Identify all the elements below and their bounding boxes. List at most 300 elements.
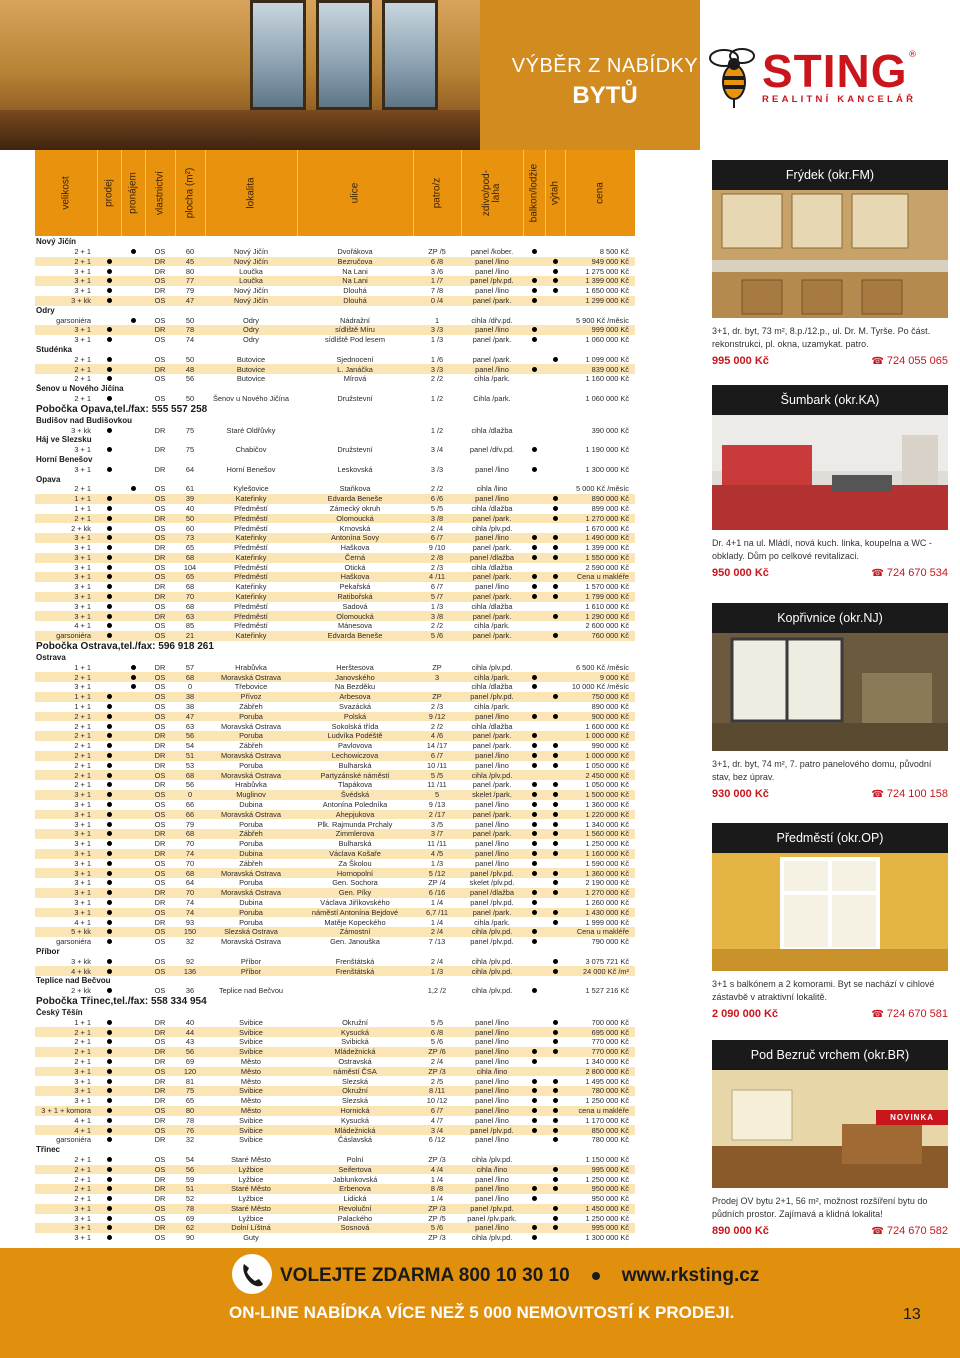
cell-balcony xyxy=(523,770,545,780)
cell-floor: 6 /12 xyxy=(413,1135,461,1145)
cell-rent xyxy=(121,829,145,839)
cell-lift xyxy=(545,315,565,325)
bullet-icon xyxy=(532,831,537,836)
cell-sale xyxy=(97,1018,121,1028)
cell-floor: ZP /5 xyxy=(413,247,461,257)
cell-size: 3 + 1 xyxy=(35,563,97,573)
cell-size: 1 + 1 xyxy=(35,692,97,702)
cell-sale xyxy=(97,751,121,761)
cell-price: 1 340 000 Kč xyxy=(565,1057,635,1067)
cell-rent xyxy=(121,1135,145,1145)
card-phone[interactable] xyxy=(871,788,948,800)
cell-sale xyxy=(97,504,121,514)
bullet-icon xyxy=(107,376,112,381)
cell-locality: Butovice xyxy=(205,355,297,365)
cell-rent xyxy=(121,1047,145,1057)
cell-rent xyxy=(121,868,145,878)
cell-area: 45 xyxy=(175,257,205,267)
cell-rent xyxy=(121,1037,145,1047)
cell-area: 64 xyxy=(175,465,205,475)
cell-price: 1 170 000 Kč xyxy=(565,1116,635,1126)
cell-sale xyxy=(97,868,121,878)
bullet-icon xyxy=(107,428,112,433)
cell-lift xyxy=(545,927,565,937)
cell-size: 3 + 1 xyxy=(35,859,97,869)
cell-street: náměstí ČSA xyxy=(297,1067,413,1077)
cell-balcony xyxy=(523,296,545,306)
cell-street: Václava Košaře xyxy=(297,849,413,859)
cell-lift xyxy=(545,1204,565,1214)
cell-material: cihla /plv.pd. xyxy=(461,1155,523,1165)
cell-price: 780 000 Kč xyxy=(565,1135,635,1145)
cell-material: cihla /dlažba xyxy=(461,563,523,573)
cell-locality: Staré Oldřůvky xyxy=(205,425,297,435)
cell-balcony xyxy=(523,908,545,918)
cell-lift xyxy=(545,966,565,976)
cell-street: Ahepjukova xyxy=(297,810,413,820)
cell-material: panel /park. xyxy=(461,631,523,641)
cell-ownership: DR xyxy=(145,445,175,455)
cell-area: 80 xyxy=(175,1106,205,1116)
cell-sale xyxy=(97,761,121,771)
bullet-icon xyxy=(532,1049,537,1054)
cell-sale xyxy=(97,1086,121,1096)
cell-locality: Moravská Ostrava xyxy=(205,810,297,820)
cell-floor: 4 /6 xyxy=(413,731,461,741)
bullet-icon xyxy=(553,753,558,758)
cell-balcony xyxy=(523,1204,545,1214)
cell-street: Okružní xyxy=(297,1086,413,1096)
bullet-icon xyxy=(553,516,558,521)
cell-street: Sadová xyxy=(297,602,413,612)
cell-area: 70 xyxy=(175,888,205,898)
cell-price: 770 000 Kč xyxy=(565,1047,635,1057)
featured-card[interactable] xyxy=(712,385,948,579)
table-row xyxy=(35,1086,635,1096)
cell-lift xyxy=(545,917,565,927)
cell-area: 68 xyxy=(175,770,205,780)
cell-size: 2 + 1 xyxy=(35,1155,97,1165)
cell-balcony xyxy=(523,780,545,790)
cell-lift xyxy=(545,1067,565,1077)
cell-material: cihla /dlažba xyxy=(461,682,523,692)
bullet-icon xyxy=(107,871,112,876)
cell-sale xyxy=(97,888,121,898)
cell-ownership: OS xyxy=(145,572,175,582)
cell-floor: 3 /4 xyxy=(413,445,461,455)
cell-ownership: DR xyxy=(145,1047,175,1057)
column-separator xyxy=(297,150,298,236)
section-heading: Horní Benešov xyxy=(35,455,635,465)
cell-price: 950 000 Kč xyxy=(565,1194,635,1204)
cell-price: 1 160 000 Kč xyxy=(565,374,635,384)
featured-card[interactable] xyxy=(712,603,948,800)
column-header xyxy=(347,150,363,236)
section-heading: Studénka xyxy=(35,345,635,355)
cell-size: 3 + 1 xyxy=(35,611,97,621)
cell-floor: 1 /7 xyxy=(413,276,461,286)
table-row xyxy=(35,966,635,976)
cell-area: 38 xyxy=(175,702,205,712)
cell-material: panel /plv.park. xyxy=(461,1214,523,1224)
cell-rent xyxy=(121,286,145,296)
cell-rent xyxy=(121,364,145,374)
cell-sale xyxy=(97,611,121,621)
cell-balcony xyxy=(523,927,545,937)
cell-price: 1 399 000 Kč xyxy=(565,276,635,286)
footer xyxy=(0,1248,960,1358)
bullet-icon xyxy=(532,792,537,797)
section-heading: Český Těšín xyxy=(35,1008,635,1018)
cell-lift xyxy=(545,592,565,602)
bullet-icon xyxy=(553,269,558,274)
cell-lift xyxy=(545,1057,565,1067)
section-heading: Háj ve Slezsku xyxy=(35,435,635,445)
card-phone[interactable] xyxy=(871,1008,948,1020)
cell-ownership: OS xyxy=(145,800,175,810)
cell-rent xyxy=(121,663,145,673)
cell-ownership: OS xyxy=(145,712,175,722)
cell-lift xyxy=(545,543,565,553)
cell-rent xyxy=(121,335,145,345)
cell-area: 78 xyxy=(175,325,205,335)
logo xyxy=(700,0,960,150)
cell-balcony xyxy=(523,563,545,573)
table-row xyxy=(35,1106,635,1116)
cell-price: 1 300 000 Kč xyxy=(565,465,635,475)
cell-rent xyxy=(121,957,145,967)
cell-price: 790 000 Kč xyxy=(565,937,635,947)
bullet-icon xyxy=(553,743,558,748)
cell-ownership: OS xyxy=(145,1155,175,1165)
cell-locality: Kateřinky xyxy=(205,631,297,641)
cell-rent xyxy=(121,731,145,741)
bullet-icon xyxy=(532,733,537,738)
cell-material: panel /plv.pd. xyxy=(461,1125,523,1135)
cell-price: 2 450 000 Kč xyxy=(565,770,635,780)
cell-size: 3 + 1 xyxy=(35,1076,97,1086)
cell-lift xyxy=(545,741,565,751)
table-row xyxy=(35,927,635,937)
cell-sale xyxy=(97,917,121,927)
cell-sale xyxy=(97,425,121,435)
cell-size: 3 + 1 xyxy=(35,908,97,918)
cell-material: skelet /plv.pd. xyxy=(461,878,523,888)
bullet-icon xyxy=(107,1216,112,1221)
bullet-icon xyxy=(532,555,537,560)
cell-floor: 1 /3 xyxy=(413,859,461,869)
cell-locality: Poruba xyxy=(205,731,297,741)
bullet-icon xyxy=(107,822,112,827)
cell-price: 1 590 000 Kč xyxy=(565,859,635,869)
card-description: Prodej OV bytu 2+1, 56 m², možnost rozšíření bytu do půdních prostor. Zajímavá a klidná lokalita! xyxy=(712,1196,928,1219)
table-row xyxy=(35,1174,635,1184)
cell-balcony xyxy=(523,1174,545,1184)
bullet-icon xyxy=(107,969,112,974)
cell-material: panel /park. xyxy=(461,731,523,741)
cell-street: Za Školou xyxy=(297,859,413,869)
bullet-icon xyxy=(553,890,558,895)
cell-balcony xyxy=(523,1184,545,1194)
cell-material: panel /park. xyxy=(461,543,523,553)
cell-locality: Město xyxy=(205,1057,297,1067)
cell-balcony xyxy=(523,286,545,296)
cell-locality: Předměstí xyxy=(205,543,297,553)
cell-price: 1 560 000 Kč xyxy=(565,829,635,839)
cell-ownership: OS xyxy=(145,1233,175,1243)
listing-table xyxy=(35,237,635,1243)
cell-rent xyxy=(121,692,145,702)
cell-balcony xyxy=(523,514,545,524)
cell-street: Kysucká xyxy=(297,1116,413,1126)
cell-rent xyxy=(121,780,145,790)
cell-floor: ZP /3 xyxy=(413,1233,461,1243)
cell-sale xyxy=(97,266,121,276)
cell-street: Gen. Píky xyxy=(297,888,413,898)
cell-area: 56 xyxy=(175,374,205,384)
section-heading: Budišov nad Budišovkou xyxy=(35,416,635,426)
cell-balcony xyxy=(523,465,545,475)
cell-balcony xyxy=(523,523,545,533)
cell-ownership: DR xyxy=(145,1184,175,1194)
cell-floor: 2 /2 xyxy=(413,721,461,731)
cell-material: cihla /dlažba xyxy=(461,425,523,435)
cell-locality: Svibice xyxy=(205,1116,297,1126)
cell-price: 1 000 000 Kč xyxy=(565,751,635,761)
cell-sale xyxy=(97,1233,121,1243)
cell-ownership: OS xyxy=(145,819,175,829)
bullet-icon xyxy=(553,1216,558,1221)
cell-lift xyxy=(545,859,565,869)
cell-locality: Předměstí xyxy=(205,504,297,514)
bullet-icon xyxy=(107,594,112,599)
cell-floor: 7 /8 xyxy=(413,286,461,296)
cell-floor: ZP xyxy=(413,692,461,702)
website-link[interactable]: www.rksting.cz xyxy=(621,1265,760,1286)
cell-lift xyxy=(545,286,565,296)
cell-size: 3 + 1 xyxy=(35,1214,97,1224)
cell-size: 3 + 1 xyxy=(35,325,97,335)
cell-locality: Svibice xyxy=(205,1047,297,1057)
table-row xyxy=(35,1233,635,1243)
bullet-icon xyxy=(553,1186,558,1191)
cell-sale xyxy=(97,563,121,573)
cell-floor: 9 /12 xyxy=(413,712,461,722)
card-phone[interactable] xyxy=(871,567,948,579)
cell-sale xyxy=(97,355,121,365)
cell-size: 2 + 1 xyxy=(35,1194,97,1204)
cell-street: Haškova xyxy=(297,543,413,553)
bullet-icon xyxy=(553,288,558,293)
cell-street: Na Lani xyxy=(297,276,413,286)
bullet-icon xyxy=(107,447,112,452)
cell-floor: 5 /5 xyxy=(413,504,461,514)
cell-street: Otická xyxy=(297,563,413,573)
column-header xyxy=(125,150,141,236)
cell-price: 1 340 000 Kč xyxy=(565,819,635,829)
card-description: 3+1, dr. byt, 73 m², 8.p./12.p., ul. Dr. M. Tyrše. Po část. rekonstrukci, pl. okna, uzamykat. patro. xyxy=(712,326,931,349)
cell-area: 65 xyxy=(175,1096,205,1106)
cell-balcony xyxy=(523,721,545,731)
column-header xyxy=(547,150,563,236)
cell-street: sídliště Míru xyxy=(297,325,413,335)
bullet-icon xyxy=(532,1196,537,1201)
cell-locality: Poruba xyxy=(205,839,297,849)
bullet-icon xyxy=(553,831,558,836)
bullet-icon xyxy=(532,851,537,856)
card-price: 2 090 000 Kč xyxy=(712,1008,779,1020)
cell-price: 1 250 000 Kč xyxy=(565,1214,635,1224)
featured-card[interactable] xyxy=(712,160,948,367)
table-row xyxy=(35,484,635,494)
cell-rent xyxy=(121,712,145,722)
card-phone[interactable] xyxy=(871,355,948,367)
cell-material: cihla /dřv.pd. xyxy=(461,315,523,325)
bullet-icon xyxy=(553,574,558,579)
cell-material: cihla /plv.pd. xyxy=(461,663,523,673)
bullet-icon xyxy=(107,574,112,579)
cell-lift xyxy=(545,800,565,810)
cell-material: panel /lino xyxy=(461,325,523,335)
bullet-icon xyxy=(107,802,112,807)
cell-size: 3 + 1 xyxy=(35,829,97,839)
cell-sale xyxy=(97,1174,121,1184)
cell-size: 2 + 1 xyxy=(35,741,97,751)
cell-street xyxy=(297,425,413,435)
cell-balcony xyxy=(523,494,545,504)
bullet-icon xyxy=(107,704,112,709)
cell-locality: Předměstí xyxy=(205,572,297,582)
cell-floor: 9 /13 xyxy=(413,800,461,810)
room-photo xyxy=(712,853,948,971)
cell-price: 850 000 Kč xyxy=(565,1125,635,1135)
cell-street: Zámostní xyxy=(297,927,413,937)
section-heading: Opava xyxy=(35,474,635,484)
cell-lift xyxy=(545,335,565,345)
cell-balcony xyxy=(523,364,545,374)
cell-area: 68 xyxy=(175,868,205,878)
card-phone[interactable] xyxy=(871,1225,948,1237)
cell-sale xyxy=(97,721,121,731)
cell-floor: 6 /7 xyxy=(413,582,461,592)
section-heading: Nový Jičín xyxy=(35,237,635,247)
cell-rent xyxy=(121,494,145,504)
card-photo-wrap xyxy=(712,1070,948,1192)
cell-balcony xyxy=(523,602,545,612)
cell-lift xyxy=(545,692,565,702)
table-row xyxy=(35,692,635,702)
table-row xyxy=(35,937,635,947)
table-row xyxy=(35,494,635,504)
cell-price: 1 250 000 Kč xyxy=(565,1174,635,1184)
bullet-icon xyxy=(107,298,112,303)
cell-sale xyxy=(97,1184,121,1194)
cell-floor: 2 /5 xyxy=(413,1076,461,1086)
table-row xyxy=(35,602,635,612)
header-title-line2: BYTŮ xyxy=(572,82,638,109)
bullet-icon xyxy=(553,1128,558,1133)
cell-balcony xyxy=(523,1037,545,1047)
cell-floor: 1 /2 xyxy=(413,425,461,435)
cell-ownership: OS xyxy=(145,682,175,692)
bullet-icon xyxy=(131,684,136,689)
cell-rent xyxy=(121,908,145,918)
bullet-icon xyxy=(107,880,112,885)
cell-floor: 1 /3 xyxy=(413,335,461,345)
cell-size: 2 + 1 xyxy=(35,1174,97,1184)
cell-locality: Staré Město xyxy=(205,1204,297,1214)
column-header-label: balkon/lodžie xyxy=(528,163,540,223)
cell-rent xyxy=(121,878,145,888)
cell-rent xyxy=(121,1165,145,1175)
bullet-icon xyxy=(107,753,112,758)
cell-size: 3 + 1 xyxy=(35,553,97,563)
cell-sale xyxy=(97,394,121,404)
cell-price: 949 000 Kč xyxy=(565,257,635,267)
bullet-icon xyxy=(532,988,537,993)
cell-area: 75 xyxy=(175,425,205,435)
cell-floor: 8 /8 xyxy=(413,1184,461,1194)
cell-price: 1 610 000 Kč xyxy=(565,602,635,612)
cell-area: 74 xyxy=(175,908,205,918)
cell-sale xyxy=(97,514,121,524)
cell-floor: 3 /3 xyxy=(413,325,461,335)
cell-size: garsoniéra xyxy=(35,1135,97,1145)
cell-locality: Odry xyxy=(205,335,297,345)
table-row xyxy=(35,266,635,276)
cell-street: Hornická xyxy=(297,1106,413,1116)
cell-area: 50 xyxy=(175,394,205,404)
cell-ownership: OS xyxy=(145,721,175,731)
cell-lift xyxy=(545,355,565,365)
cell-lift xyxy=(545,602,565,612)
bullet-icon xyxy=(532,1079,537,1084)
phone-icon: ☎ xyxy=(871,568,884,579)
featured-card[interactable] xyxy=(712,823,948,1020)
cell-size: 3 + 1 xyxy=(35,878,97,888)
featured-card[interactable] xyxy=(712,1040,948,1237)
table-row xyxy=(35,335,635,345)
table-row xyxy=(35,1214,635,1224)
cell-sale xyxy=(97,364,121,374)
cell-material: panel /lino xyxy=(461,1223,523,1233)
cell-rent xyxy=(121,355,145,365)
cell-floor: 3 /4 xyxy=(413,1125,461,1135)
cell-sale xyxy=(97,325,121,335)
cell-locality: Kateřinky xyxy=(205,494,297,504)
cell-ownership: DR xyxy=(145,582,175,592)
table-row xyxy=(35,957,635,967)
cell-ownership: DR xyxy=(145,1116,175,1126)
cell-street: Družstevní xyxy=(297,445,413,455)
bullet-icon xyxy=(553,555,558,560)
cell-lift xyxy=(545,1214,565,1224)
cell-street: Jablunkovská xyxy=(297,1174,413,1184)
bullet-icon xyxy=(532,802,537,807)
bullet-icon xyxy=(532,812,537,817)
cell-size: 1 + 1 xyxy=(35,663,97,673)
cell-rent xyxy=(121,927,145,937)
cell-lift xyxy=(545,937,565,947)
cell-ownership: OS xyxy=(145,859,175,869)
cell-size: 3 + 1 xyxy=(35,1096,97,1106)
cell-size: 3 + 1 xyxy=(35,1223,97,1233)
cell-street: Seifertova xyxy=(297,1165,413,1175)
cell-locality: Poruba xyxy=(205,917,297,927)
header-photo xyxy=(0,0,480,150)
bullet-icon xyxy=(532,367,537,372)
cell-sale xyxy=(97,1204,121,1214)
